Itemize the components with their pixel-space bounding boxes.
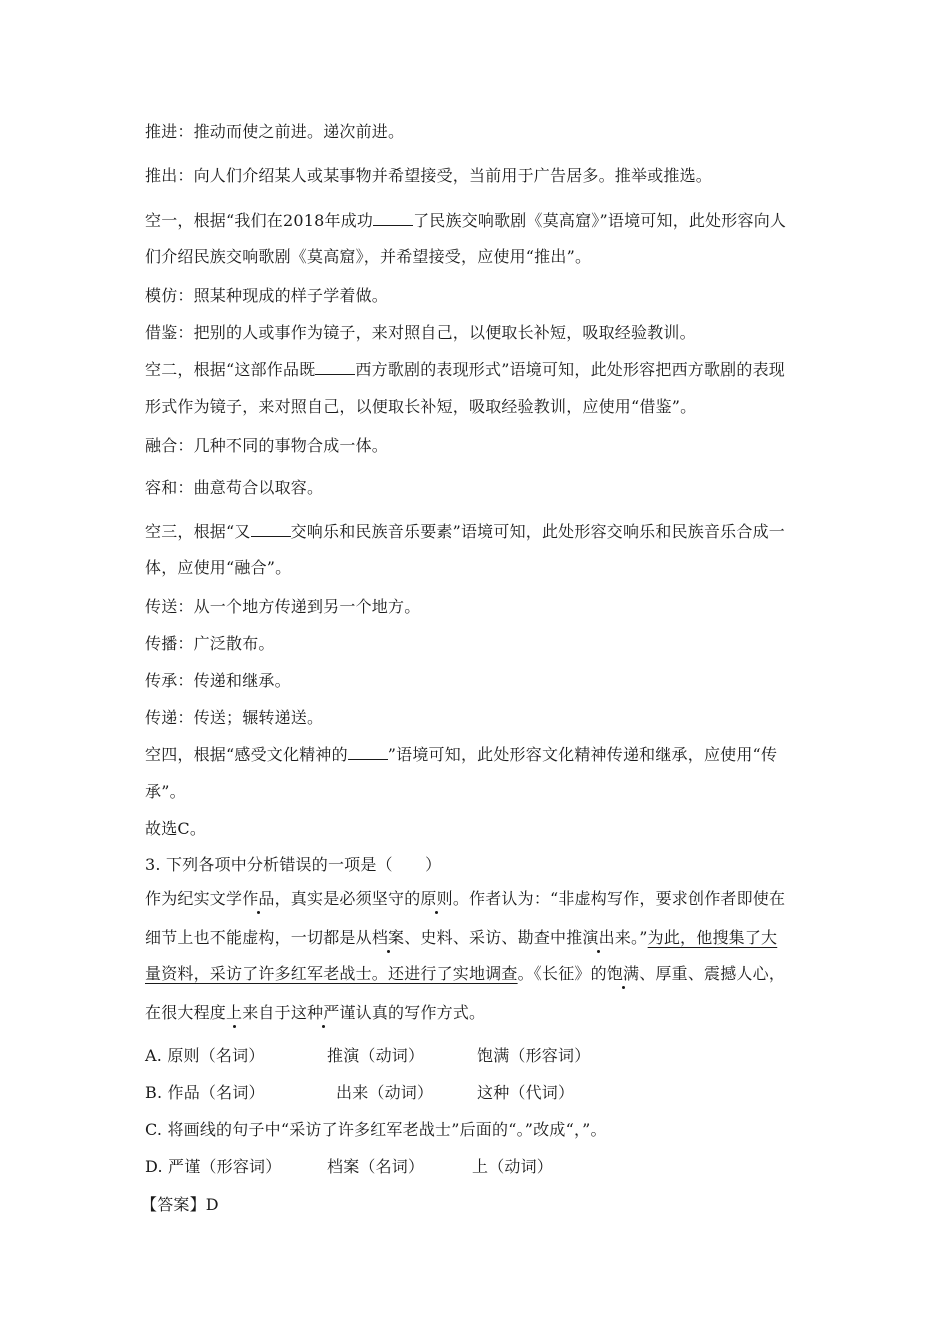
- text-segment: 空二，根据“这部作品既: [145, 360, 316, 379]
- option-a-part: A. 原则（名词）: [145, 1046, 265, 1065]
- text-segment: 细节上也不能虚构，一切都是从: [145, 928, 372, 947]
- blank-line: [373, 211, 413, 226]
- definition-ronghe: 融合：几种不同的事物合成一体。: [145, 436, 389, 455]
- option-d-part: 档案（名词）: [327, 1157, 425, 1176]
- definition-mofang: 模仿：照某种现成的样子学着做。: [145, 286, 389, 305]
- text-segment: 交响乐和民族音乐要素”语境可知，此处形容交响乐和民族音乐合成一: [290, 522, 785, 541]
- definition-tuijin: 推进：推动而使之前进。递次前进。: [145, 122, 405, 141]
- blank-line: [315, 360, 355, 375]
- text-segment: 。作者认为：“非虚构写作，要求创作者即使在: [452, 889, 786, 908]
- option-c: C. 将画线的句子中“采访了许多红军老战士”后面的“。”改成“，”。: [145, 1120, 607, 1139]
- blank-line: [251, 522, 291, 537]
- text-segment: 。《长征》的: [517, 964, 607, 983]
- option-b-part: B. 作品（名词）: [145, 1083, 265, 1102]
- text-segment: 空四，根据“感受文化精神的: [145, 745, 348, 764]
- option-d-part: D. 严谨（形容词）: [145, 1157, 282, 1176]
- option-d-part: 上（动词）: [472, 1157, 554, 1176]
- text-segment: 。”: [631, 928, 648, 947]
- option-a-part: 饱满（形容词）: [477, 1046, 591, 1065]
- dotted-word: 档案: [371, 928, 405, 947]
- option-d: [145, 1157, 553, 1177]
- passage-line-4: [145, 1003, 485, 1023]
- text-segment: ”语境可知，此处形容文化精神传递和继承，应使用“传: [387, 745, 778, 764]
- text-segment: 、史料、采访、勘查中: [404, 928, 567, 947]
- passage-line-2: [145, 928, 777, 948]
- definition-chuansong: 传送：从一个地方传递到另一个地方。: [145, 597, 421, 616]
- dotted-word: 饱满: [606, 964, 640, 983]
- blank-line: [348, 745, 388, 760]
- text-segment: 空三，根据“又: [145, 522, 251, 541]
- text-segment: 、厚重、震撼人心，: [639, 964, 786, 983]
- underlined-sentence: 为此，他搜集了大: [647, 928, 778, 947]
- passage-line-1: [145, 889, 785, 909]
- text-segment: 认真的写作方式。: [355, 1003, 486, 1022]
- text-segment: ，真实是必须坚守的: [274, 889, 421, 908]
- definition-chuancheng: 传承：传递和继承。: [145, 671, 291, 690]
- answer: 【答案】D: [141, 1195, 219, 1214]
- blank4-explanation: [145, 745, 777, 765]
- blank2-explanation-cont: 形式作为镜子，来对照自己，以便取长补短，吸取经验教训，应使用“借鉴”。: [145, 397, 697, 416]
- blank3-explanation: [145, 522, 785, 542]
- option-b-part: 出来（动词）: [336, 1083, 434, 1102]
- definition-ronghe-2: 容和：曲意苟合以取容。: [145, 478, 324, 497]
- passage-line-3: [145, 964, 785, 984]
- text-segment: 来自于: [242, 1003, 291, 1022]
- option-b: [145, 1083, 574, 1103]
- option-a-part: 推演（动词）: [327, 1046, 425, 1065]
- blank4-explanation-cont: 承”。: [145, 782, 186, 801]
- text-segment: 作为纪实文学: [145, 889, 243, 908]
- blank2-explanation: [145, 360, 785, 380]
- definition-tuichu: 推出：向人们介绍某人或某事物并希望接受，当前用于广告居多。推举或推选。: [145, 166, 713, 185]
- text-segment: 在很大程度: [145, 1003, 227, 1022]
- option-b-part: 这种（代词）: [477, 1083, 575, 1102]
- blank1-explanation: [145, 211, 786, 231]
- dotted-word: 原则: [420, 889, 453, 908]
- underlined-sentence: 量资料，采访了许多红军老战士。还进行了实地调查: [145, 964, 518, 983]
- blank3-explanation-cont: 体，应使用“融合”。: [145, 558, 292, 577]
- definition-jiejian: 借鉴：把别的人或事作为镜子，来对照自己，以便取长补短，吸取经验教训。: [145, 323, 696, 342]
- blank1-explanation-cont: 们介绍民族交响歌剧《莫高窟》，并希望接受，应使用“推出”。: [145, 247, 592, 266]
- dotted-word: 这种严谨: [290, 1003, 356, 1022]
- text-segment: 了民族交响歌剧《莫高窟》”语境可知，此处形容向人: [413, 211, 787, 230]
- option-a: [145, 1046, 590, 1066]
- text-segment: 西方歌剧的表现形式”语境可知，此处形容把西方歌剧的表现: [355, 360, 785, 379]
- dotted-word: 作品: [242, 889, 275, 908]
- text-segment: 空一，根据“我们在2018年成功: [145, 211, 374, 230]
- definition-chuanbo: 传播：广泛散布。: [145, 634, 275, 653]
- dotted-word: 推演出来: [566, 928, 632, 947]
- question-3-stem: 3. 下列各项中分析错误的一项是（ ）: [145, 855, 442, 874]
- definition-chuandi: 传递：传送；辗转递送。: [145, 708, 324, 727]
- dotted-word: 上: [226, 1003, 243, 1022]
- conclusion: 故选C。: [145, 819, 207, 838]
